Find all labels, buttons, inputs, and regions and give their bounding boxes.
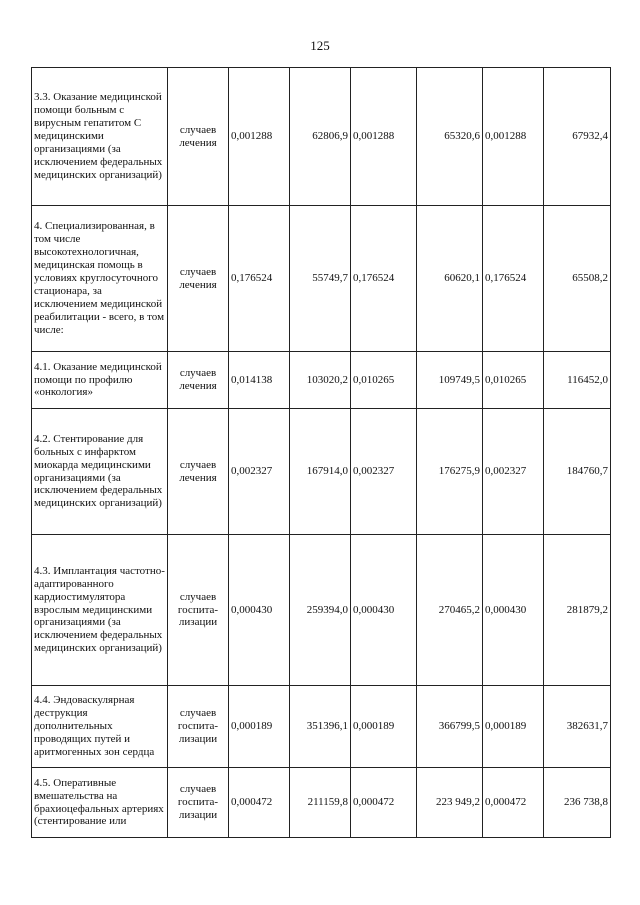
row-name-cell: 4.5. Оперативные вмешательства на брахиоцефальных артериях (стентирование или [32,768,168,838]
unit-cell [168,686,229,768]
norm-volume-cell: 0,002327 [229,409,290,535]
row-name-cell: 3.3. Оказание медицинской помощи больным с вирусным гепатитом С медицинскими организациями (за исключением федеральных медицинских организаций) [32,68,168,206]
unit-label: случаев госпита- лизации [177,707,219,745]
table-row [32,768,611,838]
norm-volume-cell: 0,010265 [351,352,417,409]
row-name-cell: 4.3. Имплантация частотно-адаптированного кардиостимулятора взрослым медицинскими организациями (за исключением федеральных медицинских организаций) [32,535,168,686]
norm-volume-cell: 0,000189 [351,686,417,768]
norm-volume-cell: 0,000472 [483,768,544,838]
unit-label: случаев госпита- лизации [177,783,219,821]
norm-cost-cell: 65320,6 [417,68,483,206]
norm-cost-cell: 167914,0 [290,409,351,535]
page-number: 125 [310,38,330,53]
table-row [32,352,611,409]
norm-volume-cell: 0,000189 [229,686,290,768]
norm-cost-cell: 116452,0 [544,352,611,409]
norm-cost-cell: 65508,2 [544,206,611,352]
norm-volume-cell: 0,176524 [483,206,544,352]
row-name-cell: 4.1. Оказание медицинской помощи по профилю «онкология» [32,352,168,409]
norm-cost-cell: 60620,1 [417,206,483,352]
norm-volume-cell: 0,002327 [351,409,417,535]
table-row [32,68,611,206]
norm-cost-cell: 270465,2 [417,535,483,686]
norm-cost-cell: 281879,2 [544,535,611,686]
unit-cell [168,535,229,686]
row-name-cell: 4.4. Эндоваскулярная деструкция дополнительных проводящих путей и аритмогенных зон сердца [32,686,168,768]
table-row [32,206,611,352]
unit-cell [168,68,229,206]
norm-volume-cell: 0,000430 [483,535,544,686]
norm-volume-cell: 0,176524 [229,206,290,352]
norm-cost-cell: 176275,9 [417,409,483,535]
table-row [32,535,611,686]
table-row [32,686,611,768]
unit-cell [168,352,229,409]
norm-volume-cell: 0,000430 [351,535,417,686]
row-name-cell: 4. Специализированная, в том числе высокотехнологичная, медицинская помощь в условиях круглосуточного стационара, за исключением медицинской реабилитации - всего, в том числе: [32,206,168,352]
unit-cell [168,768,229,838]
norm-volume-cell: 0,010265 [483,352,544,409]
norm-cost-cell: 103020,2 [290,352,351,409]
norm-cost-cell: 259394,0 [290,535,351,686]
norm-cost-cell: 366799,5 [417,686,483,768]
norm-cost-cell: 211159,8 [290,768,351,838]
unit-cell [168,206,229,352]
norm-cost-cell: 184760,7 [544,409,611,535]
norm-volume-cell: 0,000472 [351,768,417,838]
norm-cost-cell: 109749,5 [417,352,483,409]
norm-volume-cell: 0,000472 [229,768,290,838]
medical-care-standards-table [31,67,611,838]
norm-volume-cell: 0,001288 [351,68,417,206]
norm-volume-cell: 0,001288 [483,68,544,206]
unit-label: случаев лечения [179,265,217,291]
norm-volume-cell: 0,000430 [229,535,290,686]
norm-cost-cell: 236 738,8 [544,768,611,838]
norm-cost-cell: 382631,7 [544,686,611,768]
unit-cell [168,409,229,535]
unit-label: случаев лечения [179,458,217,484]
norm-cost-cell: 351396,1 [290,686,351,768]
norm-cost-cell: 223 949,2 [417,768,483,838]
unit-label: случаев лечения [179,123,217,149]
unit-label: случаев госпита- лизации [177,590,219,629]
unit-label: случаев лечения [179,367,217,392]
norm-volume-cell: 0,176524 [351,206,417,352]
norm-volume-cell: 0,002327 [483,409,544,535]
table-row [32,409,611,535]
row-name-cell: 4.2. Стентирование для больных с инфарктом миокарда медицинскими организациями (за исключением федеральных медицинских организаций) [32,409,168,535]
norm-volume-cell: 0,014138 [229,352,290,409]
norm-volume-cell: 0,000189 [483,686,544,768]
norm-cost-cell: 62806,9 [290,68,351,206]
norm-cost-cell: 55749,7 [290,206,351,352]
norm-cost-cell: 67932,4 [544,68,611,206]
norm-volume-cell: 0,001288 [229,68,290,206]
